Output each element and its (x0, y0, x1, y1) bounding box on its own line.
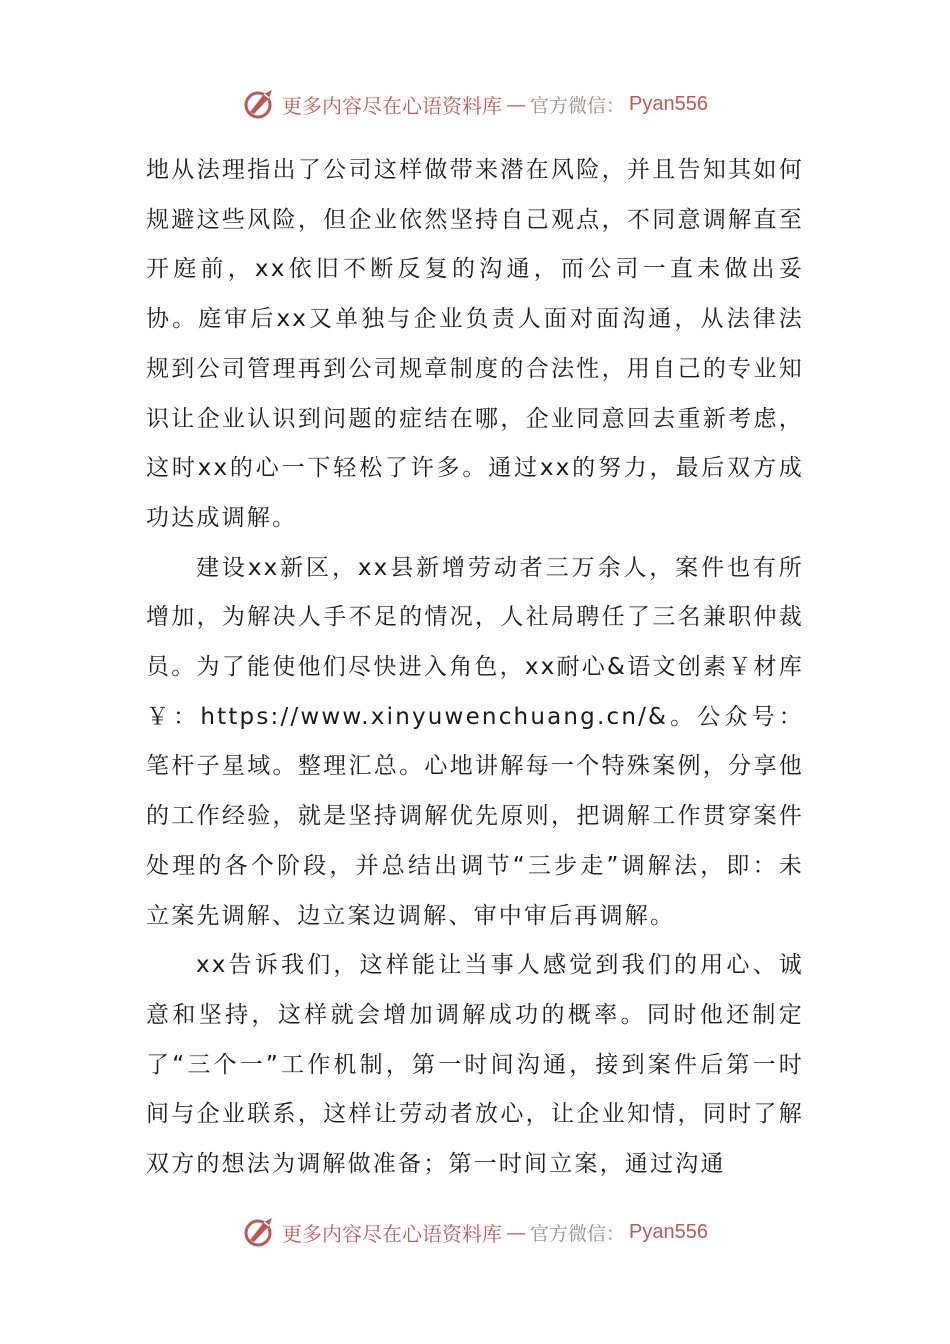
footer-banner-text: 更多内容尽在心语资料库 (282, 1221, 502, 1246)
footer-wechat-label: 官方微信： (530, 1222, 626, 1245)
header-separator: — (506, 92, 526, 116)
page-footer (0, 1212, 950, 1252)
header-banner (242, 86, 708, 122)
header-banner-text: 更多内容尽在心语资料库 (282, 93, 502, 118)
header-wechat-label: 官方微信： (530, 94, 626, 117)
header-wechat-id: Pyan556 (629, 92, 708, 115)
footer-banner (242, 1214, 708, 1250)
page-header (0, 84, 950, 124)
paragraph-2: 建设xx新区，xx县新增劳动者三万余人，案件也有所增加，为解决人手不足的情况，人社局聘任了三名兼职仲裁员。为了能使他们尽快进入角色，xx耐心&语文创素￥材库￥：https://www.xinyuwenchuang.cn/&。公众号：笔杆子星域。整理汇总。心地讲解每一个特殊案例，分享他的工作经验，就是坚持调解优先原则，把调解工作贯穿案件处理的各个阶段，并总结出调节“三步走”调解法，即：未立案先调解、边立案边调解、审中审后再调解。 (146, 554, 804, 929)
paragraph-3: xx告诉我们，这样能让当事人感觉到我们的用心、诚意和坚持，这样就会增加调解成功的概率。同时他还制定了“三个一”工作机制，第一时间沟通，接到案件后第一时间与企业联系，这样让劳动者放心，让企业知情，同时了解双方的想法为调解做准备；第一时间立案，通过沟通 (146, 952, 804, 1178)
paragraph-1: 地从法理指出了公司这样做带来潜在风险，并且告知其如何规避这些风险，但企业依然坚持自己观点，不同意调解直至开庭前，xx依旧不断反复的沟通，而公司一直未做出妥协。庭审后xx又单独与企业负责人面对面沟通，从法律法规到公司管理再到公司规章制度的合法性，用自己的专业知识让企业认识到问题的症结在哪，企业同意回去重新考虑，这时xx的心一下轻松了许多。通过xx的努力，最后双方成功达成调解。 (146, 157, 804, 531)
pen-nib-logo-icon (242, 86, 278, 122)
document-body (146, 146, 804, 1190)
footer-separator: — (506, 1220, 526, 1244)
pen-nib-logo-icon (242, 1214, 278, 1250)
footer-wechat-id: Pyan556 (629, 1220, 708, 1243)
